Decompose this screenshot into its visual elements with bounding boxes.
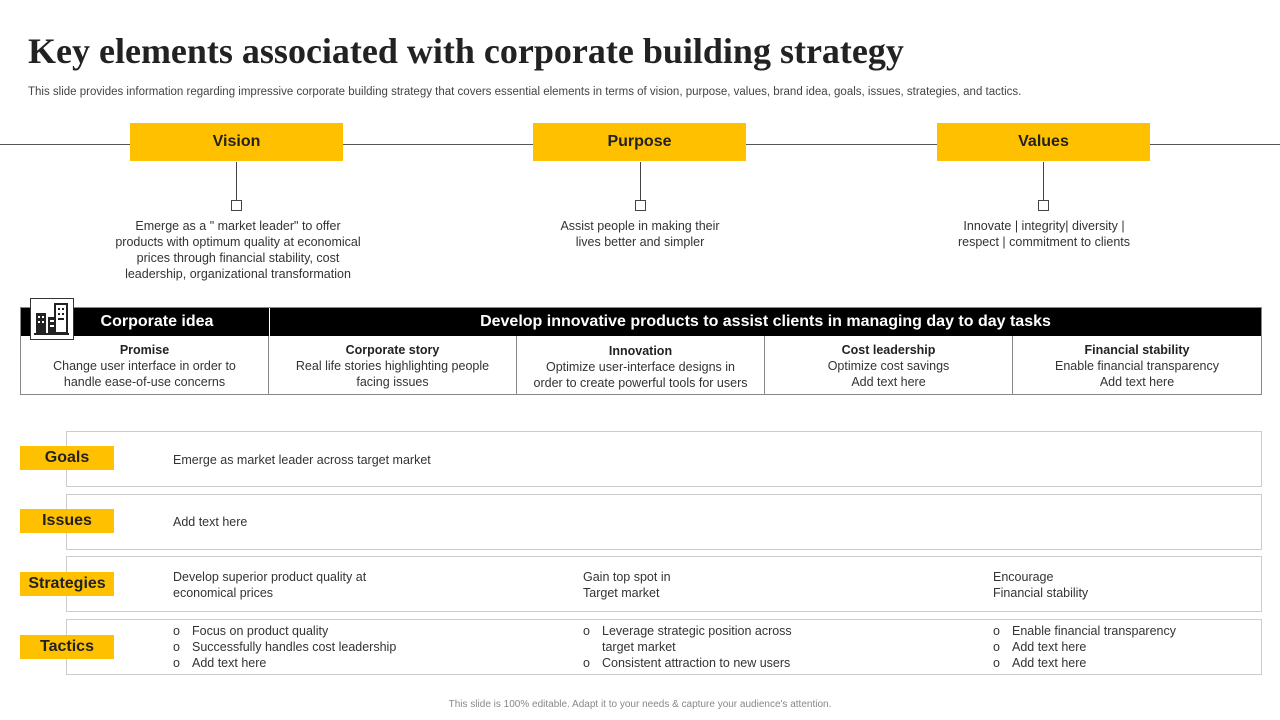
bullet-icon: o <box>993 624 1000 638</box>
bullet-icon: o <box>173 656 180 670</box>
promise-line: handle ease-of-use concerns <box>63 375 226 389</box>
tactic-text: target market <box>602 640 676 654</box>
strategies-label: Strategies <box>28 575 106 592</box>
corporate-idea-headline: Develop innovative products to assist clients in managing day to day tasks <box>480 313 1051 330</box>
innovation-line: order to create powerful tools for users <box>533 376 748 390</box>
vision-line: prices through financial stability, cost <box>136 251 340 265</box>
vision-line: Emerge as a " market leader" to offer <box>135 219 341 233</box>
tactic-text: Add text here <box>192 656 267 670</box>
purpose-square-marker <box>635 200 646 211</box>
values-square-marker <box>1038 200 1049 211</box>
vision-line: products with optimum quality at economical <box>115 235 361 249</box>
vision-square-marker <box>231 200 242 211</box>
values-line: respect | commitment to clients <box>957 235 1131 249</box>
promise-heading: Promise <box>119 343 170 357</box>
bullet-spacer <box>583 639 602 655</box>
cost-leadership-heading: Cost leadership <box>841 343 936 357</box>
goals-text: Emerge as market leader across target market <box>173 453 431 467</box>
values-line: Innovate | integrity| diversity | <box>963 219 1125 233</box>
strategies-tag <box>20 572 114 596</box>
vision-description <box>88 218 388 282</box>
corporate-story-line: Real life stories highlighting people <box>295 359 490 373</box>
purpose-box <box>533 123 746 161</box>
strategy-line: Develop superior product quality at <box>173 570 367 584</box>
purpose-connector <box>640 162 641 200</box>
tactics-tag <box>20 635 114 659</box>
corporate-story-heading: Corporate story <box>345 343 440 357</box>
promise-cell <box>21 336 269 395</box>
vision-connector <box>236 162 237 200</box>
purpose-line: Assist people in making their <box>560 219 720 233</box>
tactic-item <box>993 655 1176 671</box>
tactic-text: Consistent attraction to new users <box>602 656 791 670</box>
financial-stability-heading: Financial stability <box>1084 343 1190 357</box>
strategy-line: economical prices <box>173 586 274 600</box>
goals-tag <box>20 446 114 470</box>
page-title: Key elements associated with corporate building strategy <box>28 31 904 71</box>
bullet-icon: o <box>173 624 180 638</box>
strategy-item <box>993 569 1088 601</box>
vision-label: Vision <box>212 133 261 150</box>
vision-box <box>130 123 343 161</box>
values-connector <box>1043 162 1044 200</box>
bullet-icon: o <box>993 640 1000 654</box>
strategy-line: Gain top spot in <box>583 570 671 584</box>
strategy-item <box>583 569 671 601</box>
vision-line: leadership, organizational transformation <box>125 267 351 281</box>
tactic-item <box>173 639 396 655</box>
bullet-icon: o <box>173 640 180 654</box>
cost-leadership-line: Optimize cost savings <box>827 359 950 373</box>
issues-tag <box>20 509 114 533</box>
tactic-item <box>993 639 1176 655</box>
tactic-item <box>583 623 792 639</box>
financial-stability-line: Add text here <box>1099 375 1175 389</box>
innovation-heading: Innovation <box>608 344 673 358</box>
values-label: Values <box>1018 133 1069 150</box>
corporate-story-line: facing issues <box>356 375 429 389</box>
issues-label: Issues <box>42 512 92 529</box>
tactic-text: Add text here <box>1012 640 1087 654</box>
financial-stability-cell <box>1013 336 1261 395</box>
corporate-story-cell <box>269 336 517 395</box>
purpose-label: Purpose <box>607 133 672 150</box>
issues-text: Add text here <box>173 515 248 529</box>
tactics-column <box>993 623 1176 671</box>
cost-leadership-cell <box>765 336 1013 395</box>
promise-line: Change user interface in order to <box>53 359 236 373</box>
tactic-item <box>173 623 396 639</box>
strategy-line: Target market <box>583 586 660 600</box>
tactic-text: Add text here <box>1012 656 1087 670</box>
tactic-text: Enable financial transparency <box>1012 624 1176 638</box>
tactic-text: Focus on product quality <box>192 624 329 638</box>
tactic-item <box>173 655 396 671</box>
purpose-description <box>490 218 790 250</box>
strategy-line: Financial stability <box>993 586 1089 600</box>
office-building-icon <box>30 298 74 340</box>
values-description <box>894 218 1194 250</box>
corporate-idea-header <box>21 308 1261 336</box>
cost-leadership-line: Add text here <box>851 375 926 389</box>
tactics-column <box>583 623 792 671</box>
tactics-label: Tactics <box>40 638 94 655</box>
strategy-line: Encourage <box>993 570 1054 584</box>
tactics-column <box>173 623 396 671</box>
innovation-cell <box>517 336 765 395</box>
strategy-item <box>173 569 366 601</box>
tactic-item <box>993 623 1176 639</box>
footer-note: This slide is 100% editable. Adapt it to your needs & capture your audience's attention. <box>448 699 832 710</box>
tactic-text: Successfully handles cost leadership <box>192 640 397 654</box>
values-box <box>937 123 1150 161</box>
financial-stability-line: Enable financial transparency <box>1055 359 1219 373</box>
goals-label: Goals <box>44 449 90 466</box>
tactic-item <box>583 655 792 671</box>
page-subtitle: This slide provides information regarding impressive corporate building strategy that covers essential elements in terms of vision, purpose, values, brand idea, goals, issues, strategies, and tactics. <box>28 86 1022 98</box>
purpose-line: lives better and simpler <box>575 235 705 249</box>
tactic-item <box>583 639 792 655</box>
bullet-icon: o <box>583 624 590 638</box>
innovation-line: Optimize user-interface designs in <box>546 360 735 374</box>
bullet-icon: o <box>993 656 1000 670</box>
corporate-idea-label: Corporate idea <box>100 313 214 330</box>
tactic-text: Leverage strategic position across <box>602 624 792 638</box>
corporate-idea-table <box>20 307 1262 395</box>
bullet-icon: o <box>583 656 590 670</box>
